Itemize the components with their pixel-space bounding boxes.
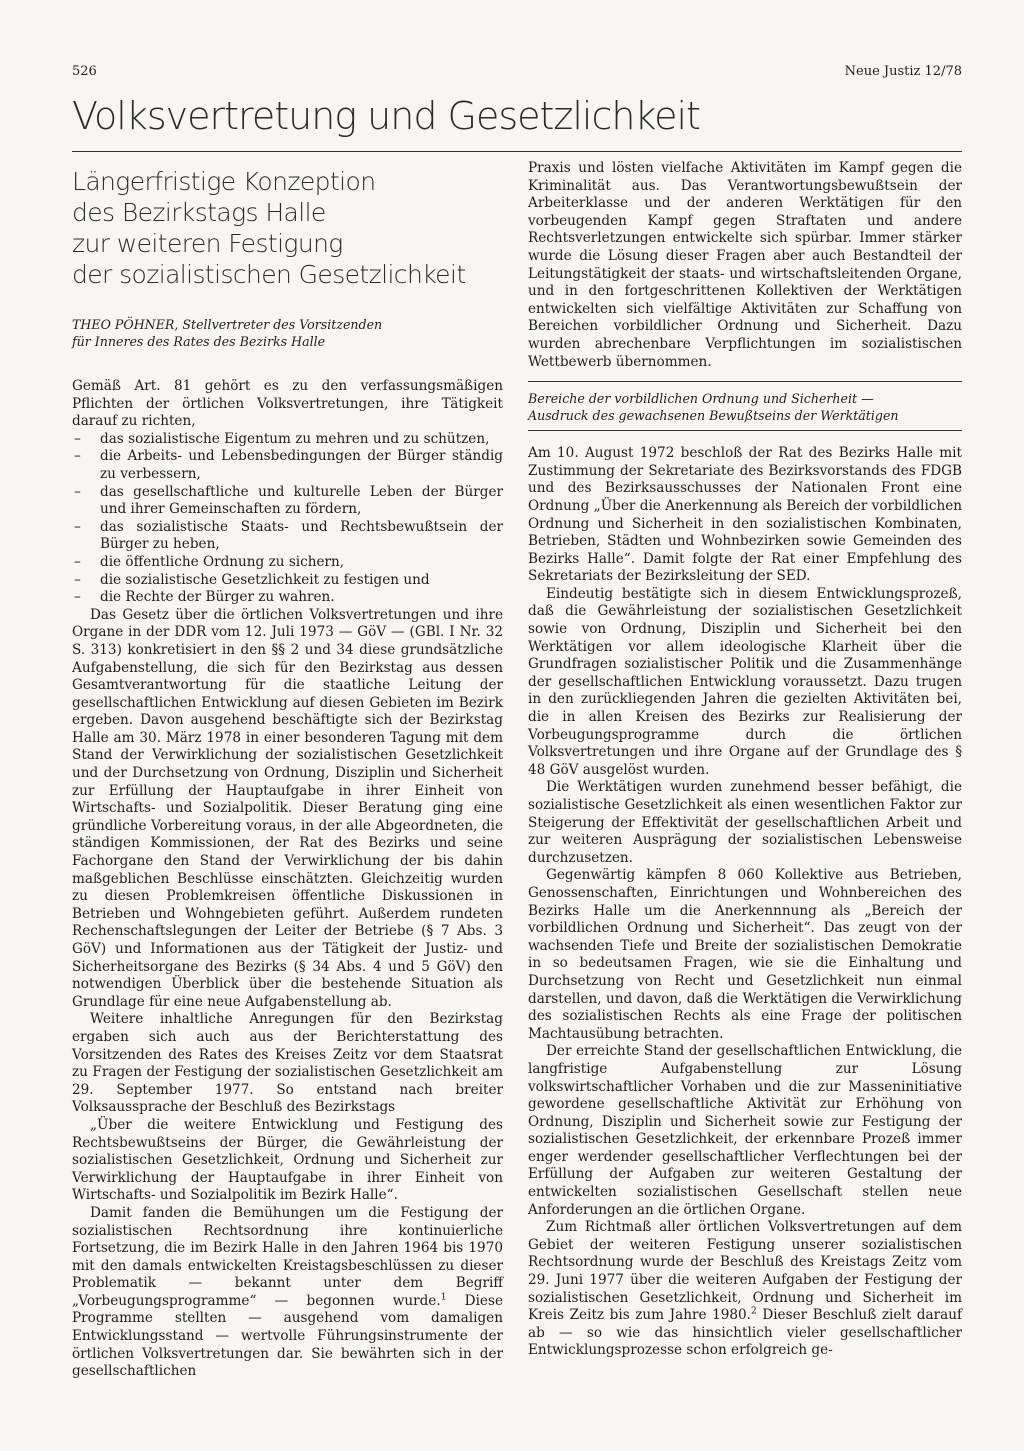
article-title-line: zur weiteren Festigung bbox=[72, 229, 343, 258]
author-byline bbox=[72, 316, 503, 350]
right-column bbox=[528, 160, 962, 1360]
article-title-line: des Bezirkstags Halle bbox=[72, 198, 326, 227]
body-paragraph: Die Werktätigen wurden zunehmend besser befähigt, die sozialistische Gesetzlichkeit als einen wesentlichen Faktor zur Steigerung der Effektivität der gesellschaftlichen Arbeit und zur weiteren Ausprägung der sozialistischen Lebensweise durchzusetzen. bbox=[528, 779, 962, 866]
article-title bbox=[72, 166, 503, 290]
title-rule bbox=[72, 151, 962, 152]
body-paragraph: Eindeutig bestätigte sich in diesem Entwicklungsprozeß, daß die Gewährleistung der sozialistischen Gesetzlichkeit sowie von Ordnung, Disziplin und Sicherheit bei den Werktätigen vor allem ideologische Klarheit über die Grundfragen sozialistischer Politik und die Zusammenhänge der gesellschaftlichen Entwicklung voraussetzt. Dazu trugen in den zurückliegenden Jahren die gezielten Aktivitäten bei, die in allen Kreisen des Bezirks zur Realisierung der Vorbeugungsprogramme durch die örtlichen Volksvertretungen und ihre Organe auf der Grundlage des § 48 GöV ausgelöst wurden. bbox=[528, 585, 962, 778]
intro-paragraph: Gemäß Art. 81 gehört es zu den verfassungsmäßigen Pflichten der örtlichen Volksvertretungen, ihre Tätigkeit darauf zu richten, bbox=[72, 378, 503, 430]
section-title: Volksvertretung und Gesetzlichkeit bbox=[72, 94, 700, 138]
list-item: – die sozialistische Gesetzlichkeit zu festigen und bbox=[72, 572, 503, 590]
body-paragraph bbox=[528, 1219, 962, 1360]
paragraph-text: Diese Programme stellten — ausgehend vom damaligen Entwicklungsstand — wertvolle Führungsinstrumente der örtlichen Volksvertretungen dar. Sie bewährten sich in der gesellschaftlichen bbox=[72, 1292, 503, 1380]
body-paragraph: Der erreichte Stand der gesellschaftlichen Entwicklung, die langfristige Aufgabenstellung zur Lösung volkswirtschaftlicher Vorhaben und die zur Masseninitiative gewordene gesellschaftliche Aktivität zur Erhöhung von Ordnung, Disziplin und Sicherheit sowie zur Festigung der sozialistischen Gesetzlichkeit, der erkennbare Prozeß immer enger werdender gesellschaftlicher Verflechtungen bei der Erfüllung der Aufgaben zur weiteren Gestaltung der entwickelten sozialistischen Gesellschaft stellen neue Anforderungen an die örtlichen Organe. bbox=[528, 1043, 962, 1218]
body-paragraph: Weitere inhaltliche Anregungen für den Bezirkstag ergaben sich auch aus der Berichterstattung des Vorsitzenden des Rates des Kreises Zeitz vor dem Staatsrat zu Fragen der Festigung der sozialistischen Gesetzlichkeit am 29. September 1977. So entstand nach breiter Volksaussprache der Beschluß des Bezirkstags bbox=[72, 1011, 503, 1116]
quoted-resolution: „Über die weitere Entwicklung und Festigung des Rechtsbewußtseins der Bürger, die Gewährleistung der sozialistischen Gesetzlichkeit, Ordnung und Sicherheit zur Verwirklichung der Hauptaufgabe in ihrer Einheit von Wirtschafts- und Sozialpolitik im Bezirk Halle“. bbox=[72, 1116, 503, 1204]
list-item: – die Arbeits- und Lebensbedingungen der Bürger ständig zu verbessern, bbox=[72, 448, 503, 483]
list-item: – das sozialistische Staats- und Rechtsbewußtsein der Bürger zu heben, bbox=[72, 519, 503, 554]
list-item: – die Rechte der Bürger zu wahren. bbox=[72, 589, 503, 607]
body-paragraph: Das Gesetz über die örtlichen Volksvertretungen und ihre Organe in der DDR vom 12. Juli 1973 — GöV — (GBl. I Nr. 32 S. 313) konkretisiert in den §§ 2 und 34 diese grundsätzliche Aufgabenstellung, die sich für den Bezirkstag aus dessen Gesamtverantwortung für die staatliche Leitung der gesellschaftlichen Entwicklung auf diesen Gebieten im Bezirk ergeben. Davon ausgehend beschäftigte sich der Bezirkstag Halle am 30. März 1978 in einer besonderen Tagung mit dem Stand der Verwirklichung der sozialistischen Gesetzlichkeit und der Durchsetzung von Ordnung, Disziplin und Sicherheit zur Erfüllung der Hauptaufgabe in ihrer Einheit von Wirtschafts- und Sozialpolitik. Dieser Beratung ging eine gründliche Vorbereitung voraus, in der alle Abgeordneten, die ständigen Kommissionen, der Rat des Bezirks und seine Fachorgane den Stand der Verwirklichung der bis dahin maßgeblichen Beschlüsse einschätzten. Gleichzeitig wurden zu diesen Problemkreisen öffentliche Diskussionen in Betrieben und Wohngebieten geführt. Außerdem rundeten Rechenschaftslegungen der Leiter der Betriebe (§ 7 Abs. 3 GöV) und Informationen aus der Tätigkeit der Justiz- und Sicherheitsorgane des Bezirks (§ 34 Abs. 4 und 5 GöV) den notwendigen Überblick über die bestehende Situation als Grundlage für eine neue Aufgabenstellung ab. bbox=[72, 606, 503, 1010]
subheading-line: Bereiche der vorbildlichen Ordnung und Sicherheit — bbox=[528, 391, 874, 407]
paragraph-text: Zum Richtmaß aller örtlichen Volksvertretungen auf dem Gebiet der weiteren Festigung unserer sozialistischen Rechtsordnung wurde der Beschluß des Kreistags Zeitz vom 29. Juni 1977 über die weiteren Aufgaben der Festigung der sozialistischen Gesetzlichkeit, Ordnung und Sicherheit im Kreis Zeitz bis zum Jahre 1980. bbox=[528, 1219, 962, 1324]
list-item: – das gesellschaftliche und kulturelle Leben der Bürger und ihrer Gemeinschaften zu fördern, bbox=[72, 484, 503, 519]
paragraph-text: Damit fanden die Bemühungen um die Festigung der sozialistischen Rechtsordnung ihre kontinuierliche Fortsetzung, die im Bezirk Halle in den Jahren 1964 bis 1970 mit den damals entwickelten Kreistagsbeschlüssen zu dieser Problematik — bekannt unter dem Begriff „Vorbeugungsprogramme“ — begonnen wurde. bbox=[72, 1204, 503, 1309]
duties-list bbox=[72, 431, 503, 607]
subheading bbox=[528, 381, 962, 431]
byline-line: für Inneres des Rates des Bezirks Halle bbox=[72, 334, 326, 349]
footnote-mark: 1 bbox=[440, 1292, 447, 1303]
list-item: – das sozialistische Eigentum zu mehren und zu schützen, bbox=[72, 431, 503, 449]
body-paragraph: Gegenwärtig kämpfen 8 060 Kollektive aus Betrieben, Genossenschaften, Einrichtungen und Wohnbereichen des Bezirks Halle um die Anerkennnung als „Bereich der vorbildlichen Ordnung und Sicherheit“. Das zeugt von der wachsenden Tiefe und Breite der sozialistischen Demokratie in so bedeutsamen Fragen, wie sie die Einhaltung und Durchsetzung von Recht und Gesetzlichkeit nun einmal darstellen, und davon, daß die Werktätigen die Verwirklichung des sozialistischen Rechts als eine Frage der politischen Machtausübung betrachten. bbox=[528, 867, 962, 1042]
list-item: – die öffentliche Ordnung zu sichern, bbox=[72, 554, 503, 572]
article-title-line: der sozialistischen Gesetzlichkeit bbox=[72, 260, 466, 289]
article-title-line: Längerfristige Konzeption bbox=[72, 167, 376, 196]
journal-name: Neue Justiz 12/78 bbox=[844, 64, 962, 79]
body-paragraph: Am 10. August 1972 beschloß der Rat des Bezirks Halle mit Zustimmung der Sekretariate des Bezirksvorstands des FDGB und des Bezirksausschusses der Nationalen Front eine Ordnung „Über die Anerkennung als Bereich der vorbildlichen Ordnung und Sicherheit in den sozialistischen Kombinaten, Betrieben, Städten und Wohnbezirken sowie Gemeinden des Bezirks Halle“. Damit folgte der Rat einer Empfehlung des Sekretariats der Bezirksleitung der SED. bbox=[528, 445, 962, 585]
page-header bbox=[72, 64, 962, 84]
page-number: 526 bbox=[72, 64, 97, 79]
paragraph-text: Dieser Beschluß zielt darauf ab — so wie das hinsichtlich vieler gesellschaftlicher Entwicklungsprozesse schon erfolgreich ge- bbox=[528, 1307, 962, 1359]
left-column bbox=[72, 166, 503, 1381]
byline-line: THEO PÖHNER, Stellvertreter des Vorsitzenden bbox=[72, 317, 383, 332]
subheading-line: Ausdruck des gewachsenen Bewußtseins der Werktätigen bbox=[528, 408, 899, 424]
body-paragraph bbox=[72, 1205, 503, 1381]
body-paragraph: Praxis und lösten vielfache Aktivitäten im Kampf gegen die Kriminalität aus. Das Verantwortungsbewußtsein der Arbeiterklasse und der anderen Werktätigen für den vorbeugenden Kampf gegen Straftaten und andere Rechtsverletzungen entwickelte sich spürbar. Immer stärker wurde die Lösung dieser Fragen aber auch Bestandteil der Leitungstätigkeit der staats- und wirtschaftsleitenden Organe, und in den fortgeschrittenen Kollektiven der Werktätigen entwickelten sich vielfältige Aktivitäten zur Schaffung von Bereichen vorbildlicher Ordnung und Sicherheit. Dazu wurden abrechenbare Verpflichtungen im sozialistischen Wettbewerb übernommen. bbox=[528, 160, 962, 370]
footnote-mark: 2 bbox=[751, 1306, 757, 1317]
